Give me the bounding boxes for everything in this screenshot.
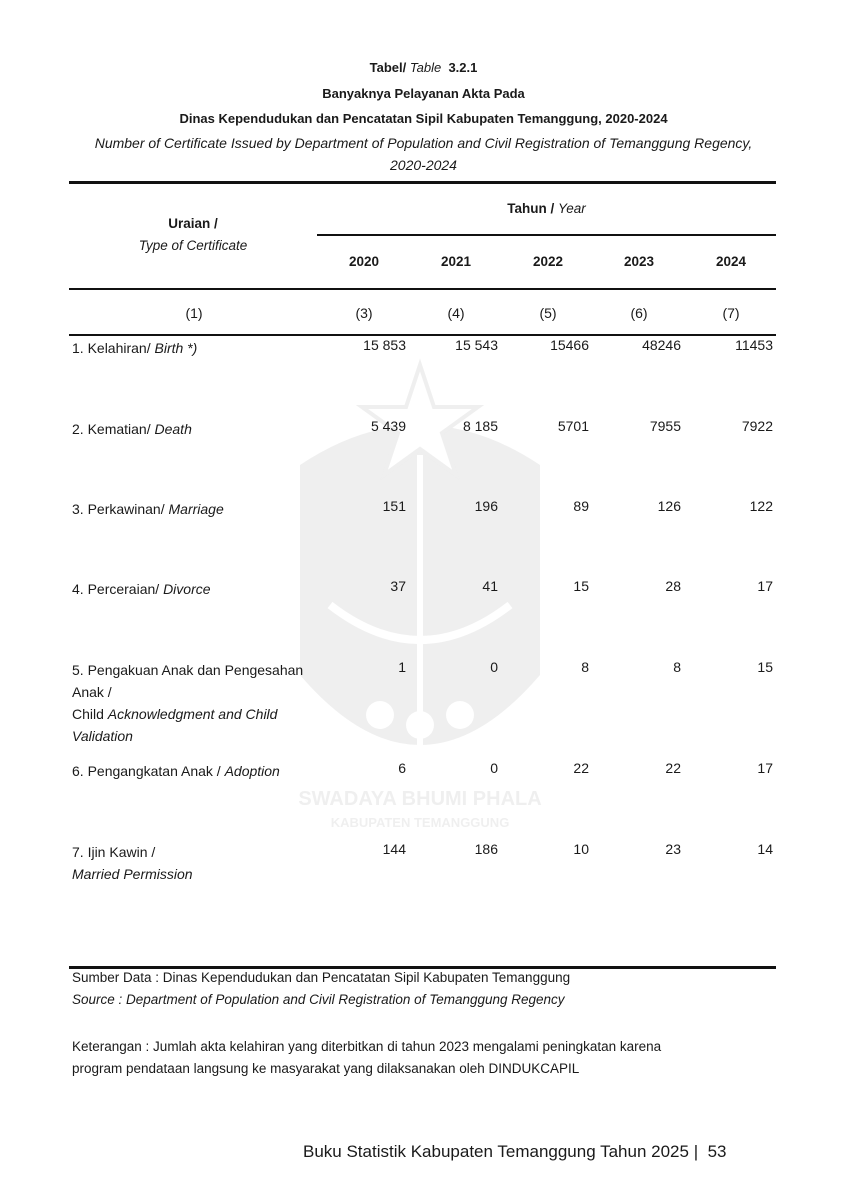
table-cell: 7955 xyxy=(649,418,681,434)
row-label: 2. Kematian/ Death xyxy=(72,421,192,437)
row-label: 3. Perkawinan/ Marriage xyxy=(72,501,224,517)
table-cell: 89 xyxy=(573,498,589,514)
table-cell: 8 xyxy=(581,659,589,675)
page-number: 53 xyxy=(707,1142,727,1161)
table-cell: 144 xyxy=(382,841,406,857)
title-english-1: Number of Certificate Issued by Department of Population and Civil Registration of Temanggung Regency, xyxy=(94,135,753,151)
table-cell: 41 xyxy=(482,578,498,594)
year-header: 2022 xyxy=(532,254,564,269)
table-cell: 0 xyxy=(490,760,498,776)
table-cell: 48246 xyxy=(642,337,681,353)
table-cell: 15 543 xyxy=(455,337,498,353)
table-cell: 151 xyxy=(382,498,406,514)
col-number: (6) xyxy=(630,305,648,321)
col-number: (3) xyxy=(355,305,373,321)
note-line-2: program pendataan langsung ke masyarakat yang dilaksanakan oleh DINDUKCAPIL xyxy=(72,1061,580,1076)
year-header: 2023 xyxy=(623,254,655,269)
table-cell: 37 xyxy=(390,578,406,594)
tabel-label: Tabel/ xyxy=(369,60,407,75)
table-cell: 23 xyxy=(665,841,681,857)
table-cell: 17 xyxy=(757,760,773,776)
note-line-1: Keterangan : Jumlah akta kelahiran yang diterbitkan di tahun 2023 mengalami peningkatan karena xyxy=(72,1039,662,1054)
table-id: 3.2.1 xyxy=(448,60,478,75)
book-title: Buku Statistik Kabupaten Temanggung Tahun 2025 xyxy=(303,1142,689,1161)
row-label: 7. Ijin Kawin / Married Permission xyxy=(72,844,193,882)
table-number xyxy=(0,60,847,75)
table-cell: 1 xyxy=(398,659,406,675)
footer-separator: | xyxy=(693,1142,699,1161)
page-footer xyxy=(303,1142,726,1162)
col-number-rule xyxy=(69,334,776,336)
table-cell: 15466 xyxy=(550,337,589,353)
year-label: Year xyxy=(557,201,586,216)
table-cell: 15 853 xyxy=(363,337,406,353)
table-cell: 22 xyxy=(573,760,589,776)
table-cell: 8 xyxy=(673,659,681,675)
table-cell: 15 xyxy=(573,578,589,594)
table-cell: 0 xyxy=(490,659,498,675)
header-bottom-rule xyxy=(69,288,776,290)
table-cell: 186 xyxy=(474,841,498,857)
source-english: Source : Department of Population and Civil Registration of Temanggung Regency xyxy=(72,992,565,1007)
table-cell: 6 xyxy=(398,760,406,776)
header-tahun xyxy=(317,201,776,216)
title-line-3: Dinas Kependudukan dan Pencatatan Sipil Kabupaten Temanggung, 2020-2024 xyxy=(179,111,668,126)
row-label: 6. Pengangkatan Anak / Adoption xyxy=(72,763,280,779)
year-header: 2021 xyxy=(440,254,472,269)
tahun-label: Tahun / xyxy=(507,201,555,216)
source-indonesian: Sumber Data : Dinas Kependudukan dan Pencatatan Sipil Kabupaten Temanggung xyxy=(72,970,571,985)
row-label: 5. Pengakuan Anak dan Pengesahan Anak / Child Acknowledgment and Child Validation xyxy=(72,662,304,744)
header-type: Type of Certificate xyxy=(138,238,248,253)
table-cell: 7922 xyxy=(741,418,773,434)
table-cell: 22 xyxy=(665,760,681,776)
row-label: 1. Kelahiran/ Birth *) xyxy=(72,340,198,356)
header-uraian: Uraian / xyxy=(168,216,218,231)
col-number: (7) xyxy=(722,305,740,321)
title-line-2: Banyaknya Pelayanan Akta Pada xyxy=(322,86,525,101)
table-cell: 14 xyxy=(757,841,773,857)
table-cell: 5701 xyxy=(557,418,589,434)
title-english-2: 2020-2024 xyxy=(390,157,457,173)
table-cell: 8 185 xyxy=(462,418,498,434)
table-cell: 5 439 xyxy=(370,418,406,434)
table-cell: 10 xyxy=(573,841,589,857)
table-word: Table xyxy=(409,60,442,75)
table-cell: 17 xyxy=(757,578,773,594)
year-header: 2024 xyxy=(715,254,747,269)
table-cell: 28 xyxy=(665,578,681,594)
svg-text:KABUPATEN TEMANGGUNG: KABUPATEN TEMANGGUNG xyxy=(330,815,510,830)
year-group-rule xyxy=(317,234,776,236)
row-label: 4. Perceraian/ Divorce xyxy=(72,581,211,597)
top-rule xyxy=(69,181,776,184)
year-header: 2020 xyxy=(348,254,380,269)
table-cell: 15 xyxy=(757,659,773,675)
table-cell: 122 xyxy=(749,498,773,514)
col-number: (4) xyxy=(447,305,465,321)
col-number: (5) xyxy=(539,305,557,321)
table-cell: 196 xyxy=(474,498,498,514)
col-number: (1) xyxy=(185,305,203,321)
table-cell: 11453 xyxy=(735,337,773,353)
table-cell: 126 xyxy=(657,498,681,514)
svg-text:SWADAYA BHUMI PHALA: SWADAYA BHUMI PHALA xyxy=(298,788,542,810)
